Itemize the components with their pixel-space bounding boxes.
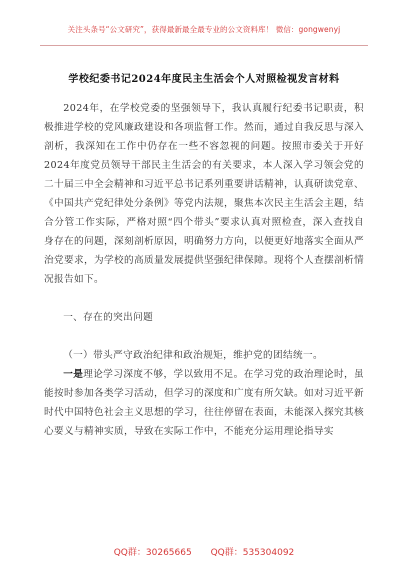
header-divider: [40, 45, 368, 46]
document-body: [44, 99, 364, 441]
point-label: 一是: [63, 369, 84, 380]
document-title: 学校纪委书记2024年度民主生活会个人对照检视发言材料: [68, 74, 340, 85]
point-text: 理论学习深度不够，学以致用不足。在学习党的政治理论时，虽能按时参加各类学习活动，但学习的深度和广度有所欠缺。如对习近平新时代中国特色社会主义思想的学习，往往停留在表面，未能深入探究其核心要义与精神实质，导致在实际工作中，不能充分运用理论指导实: [44, 369, 364, 437]
header-banner: 关注头条号“公文研究”，获得最新最全最专业的公文资料库！ 微信：gongwenyj: [67, 25, 341, 34]
point-paragraph: [44, 365, 364, 441]
qq-group-2: QQ群：535304092: [210, 548, 295, 558]
section-heading: 一、存在的突出问题: [63, 312, 154, 323]
qq-group-1: QQ群：30265665: [113, 548, 192, 558]
footer-qq-groups: [0, 545, 408, 558]
intro-paragraph: 2024年，在学校党委的坚强领导下，我认真履行纪委书记职责，积极推进学校的党风廉政建设和各项监督工作。然而，通过自我反思与深入剖析，我深知在工作中仍存在一些不容忽视的问题。按照市委关于开好2024年度党员领导干部民主生活会的有关要求，本人深入学习领会党的二十届三中全会精神和习近平总书记系列重要讲话精神，认真研读党章、《中国共产党纪律处分条例》等党内法规，聚焦本次民主生活会主题，结合分管工作实际，严格对照“四个带头”要求认真对照检查，深入查找自身存在的问题，深刻剖析原因，明确努力方向，以便更好地落实全面从严治党要求，为学校的高质量发展提供坚强纪律保障。现将个人查摆剖析情况报告如下。: [44, 103, 364, 285]
subsection-heading: （一）带头严守政治纪律和政治规矩，维护党的团结统一。: [63, 350, 324, 361]
